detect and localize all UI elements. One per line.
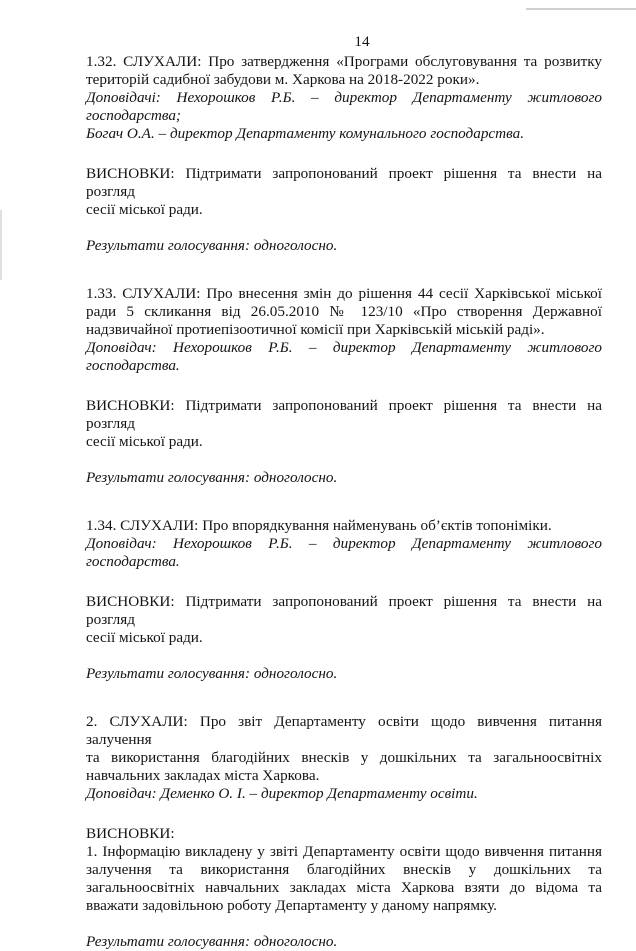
vote-result: Результати голосування: одноголосно.	[86, 665, 338, 682]
speaker-line: Богач О.А. – директор Департаменту комунального господарства.	[86, 125, 525, 142]
heard-line: та використання благодійних внесків у дошкільних та загальноосвітніх	[86, 749, 602, 766]
heard-line: надзвичайної протиепізоотичної комісії при Харківській міській раді».	[86, 321, 545, 338]
conclusion-line: сесії міської ради.	[86, 201, 203, 218]
page-number: 14	[354, 33, 370, 50]
conclusion-line: сесії міської ради.	[86, 629, 203, 646]
agenda-item	[86, 285, 602, 487]
heard-line: територій садибної забудови м. Харкова на 2018-2022 роки».	[86, 71, 480, 88]
speaker-line: Доповідач: Деменко О. І. – директор Департаменту освіти.	[86, 785, 478, 802]
conclusion-line: 1. Інформацію викладену у звіті Департаменту освіти щодо вивчення питання	[86, 843, 602, 860]
speaker-line: Доповідач: Нехорошков Р.Б. – директор Департаменту житлового	[86, 535, 602, 552]
conclusion-line: ВИСНОВКИ:	[86, 825, 175, 842]
heard-line: 2. СЛУХАЛИ: Про звіт Департаменту освіти щодо вивчення питання залучення	[86, 713, 602, 748]
agenda-item	[86, 53, 602, 255]
heard-line: ради 5 скликання від 26.05.2010 № 123/10 «Про створення Державної	[86, 303, 602, 320]
conclusion-line: вважати задовільною роботу Департаменту у даному напрямку.	[86, 897, 497, 914]
speaker-line: Доповідач: Нехорошков Р.Б. – директор Департаменту житлового	[86, 339, 602, 356]
heard-line: 1.34. СЛУХАЛИ: Про впорядкування найменувань об’єктів топоніміки.	[86, 517, 552, 534]
conclusion-line: ВИСНОВКИ: Підтримати запропонований проект рішення та внести на розгляд	[86, 593, 602, 628]
speaker-line: господарства;	[86, 107, 181, 124]
heard-line: навчальних закладах міста Харкова.	[86, 767, 320, 784]
vote-result: Результати голосування: одноголосно.	[86, 237, 338, 254]
scan-edge-mark	[526, 8, 636, 10]
agenda-item	[86, 517, 602, 683]
document-page	[86, 33, 602, 951]
vote-result: Результати голосування: одноголосно.	[86, 933, 338, 950]
heard-line: 1.33. СЛУХАЛИ: Про внесення змін до рішення 44 сесії Харківської міської	[86, 285, 602, 302]
vote-result: Результати голосування: одноголосно.	[86, 469, 338, 486]
conclusion-line: ВИСНОВКИ: Підтримати запропонований проект рішення та внести на розгляд	[86, 397, 602, 432]
heard-line: 1.32. СЛУХАЛИ: Про затвердження «Програми обслуговування та розвитку	[86, 53, 602, 70]
speaker-line: господарства.	[86, 553, 180, 570]
conclusion-line: сесії міської ради.	[86, 433, 203, 450]
speaker-line: господарства.	[86, 357, 180, 374]
conclusion-line: загальноосвітніх навчальних закладах міста Харкова взяти до відома та	[86, 879, 602, 896]
speaker-line: Доповідачі: Нехорошков Р.Б. – директор Департаменту житлового	[86, 89, 602, 106]
conclusion-line: залучення та використання благодійних внесків у дошкільних та	[86, 861, 602, 878]
agenda-item	[86, 713, 602, 951]
scan-edge-mark	[0, 210, 2, 280]
conclusion-line: ВИСНОВКИ: Підтримати запропонований проект рішення та внести на розгляд	[86, 165, 602, 200]
